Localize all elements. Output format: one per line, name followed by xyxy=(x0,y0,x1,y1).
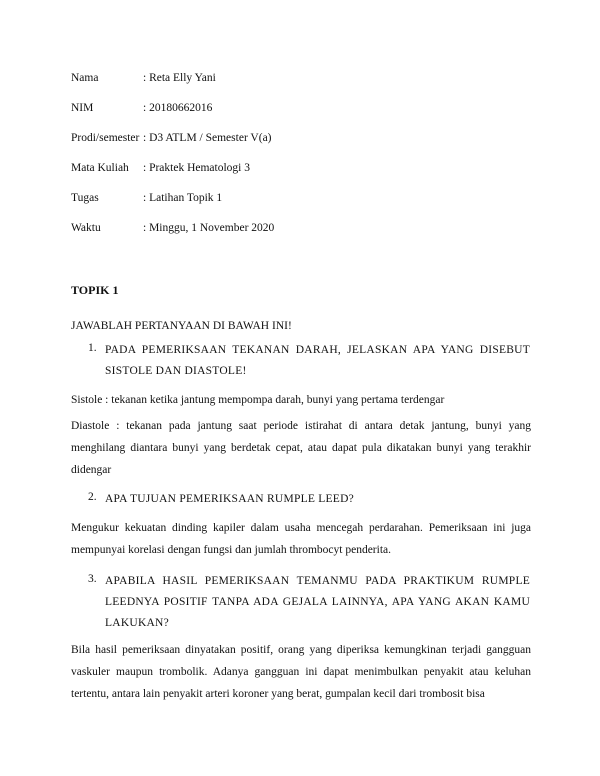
question-number: 2. xyxy=(88,491,97,503)
instruction-text: JAWABLAH PERTANYAAN DI BAWAH INI! xyxy=(71,320,292,332)
question-2 xyxy=(88,489,530,510)
field-label: Tugas xyxy=(71,192,99,204)
field-label: Waktu xyxy=(71,222,101,234)
field-label: Prodi/semester xyxy=(71,132,140,144)
header-field-waktu xyxy=(71,220,531,237)
header-field-nama xyxy=(71,70,531,87)
field-value: : Praktek Hematologi 3 xyxy=(143,162,250,174)
field-value: : Minggu, 1 November 2020 xyxy=(143,222,275,234)
field-value: : 20180662016 xyxy=(143,102,213,114)
question-text: APABILA HASIL PEMERIKSAAN TEMANMU PADA PRAKTIKUM RUMPLE LEEDNYA POSITIF TANPA ADA GEJALA LAINNYA, APA YANG AKAN KAMU LAKUKAN? xyxy=(105,575,530,629)
field-label: Nama xyxy=(71,72,99,84)
field-label: NIM xyxy=(71,102,94,114)
answer-sistole: Sistole : tekanan ketika jantung mempompa darah, bunyi yang pertama terdengar xyxy=(71,394,445,406)
header-field-mata-kuliah xyxy=(71,160,531,177)
question-number: 3. xyxy=(88,573,97,585)
header-field-tugas xyxy=(71,190,531,207)
field-value: : Latihan Topik 1 xyxy=(143,192,223,204)
field-value: : Reta Elly Yani xyxy=(143,72,216,84)
answer-diastole: Diastole : tekanan pada jantung saat periode istirahat di antara detak jantung, bunyi yang menghilang diantara bunyi yang berdetak cepat, atau dapat pula dikatakan bunyi yang terakhir didengar xyxy=(71,420,531,476)
header-field-nim xyxy=(71,100,531,117)
question-text: APA TUJUAN PEMERIKSAAN RUMPLE LEED? xyxy=(105,493,354,505)
answer-question-2: Mengukur kekuatan dinding kapiler dalam usaha mencegah perdarahan. Pemeriksaan ini juga mempunyai korelasi dengan fungsi dan jumlah thrombocyt penderita. xyxy=(71,522,531,556)
field-value: : D3 ATLM / Semester V(a) xyxy=(143,132,272,144)
question-3 xyxy=(88,571,530,634)
topic-heading: TOPIK 1 xyxy=(71,283,119,297)
question-text: PADA PEMERIKSAAN TEKANAN DARAH, JELASKAN APA YANG DISEBUT SISTOLE DAN DIASTOLE! xyxy=(105,344,530,377)
answer-question-3: Bila hasil pemeriksaan dinyatakan positif, orang yang diperiksa kemungkinan terjadi gangguan vaskuler maupun trombolik. Adanya gangguan ini dapat menimbulkan penyakit atau keluhan tertentu, antara lain penyakit arteri koroner yang berat, gumpalan kecil dari trombosit bisa xyxy=(71,644,531,700)
field-label: Mata Kuliah xyxy=(71,162,129,174)
header-field-prodi-semester xyxy=(71,130,531,147)
question-1 xyxy=(88,340,530,382)
question-number: 1. xyxy=(88,342,97,354)
